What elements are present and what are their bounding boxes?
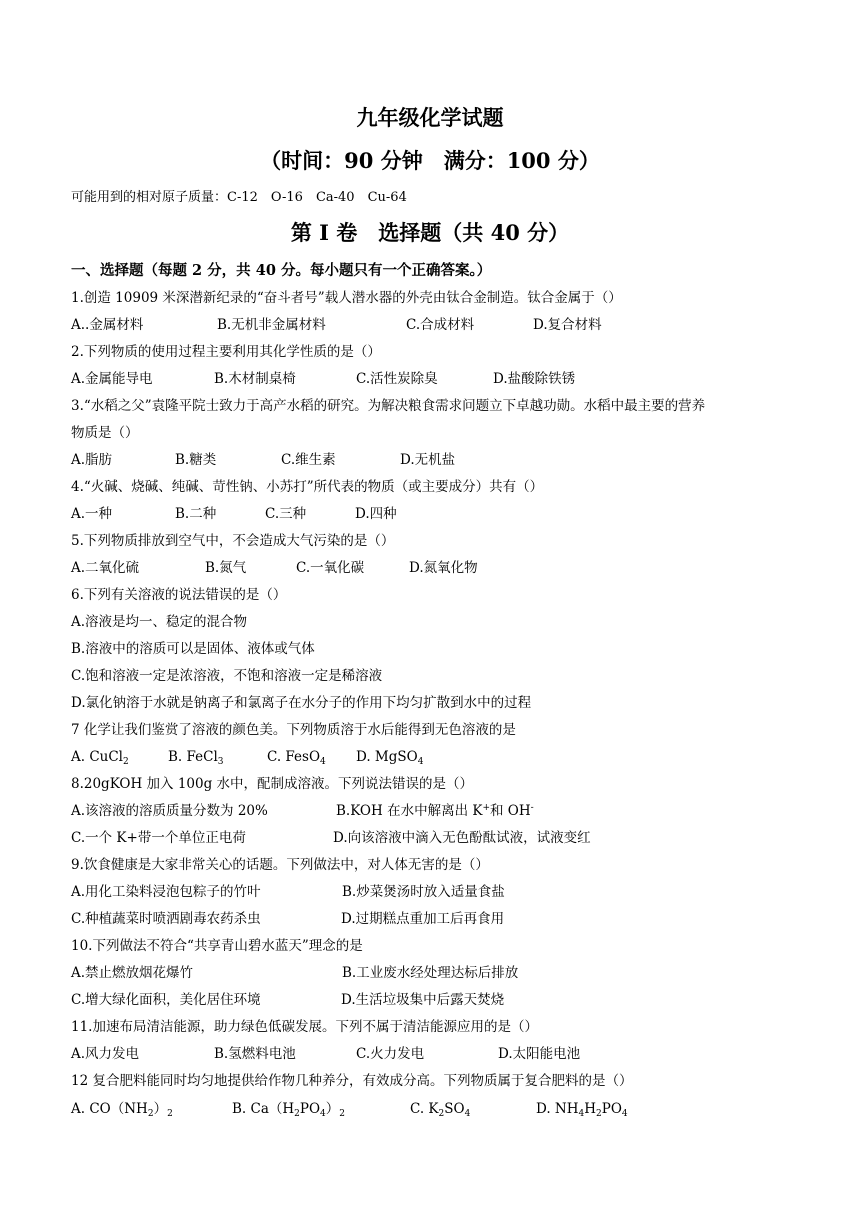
section-title: 一、选择题（每题 2 分，共 40 分。每小题只有一个正确答案。） <box>71 262 492 279</box>
question-2-option-a: A.金属能导电 <box>71 371 153 387</box>
question-3-stem-line-2: 物质是（） <box>71 425 139 441</box>
question-8-stem: 8.20gKOH 加入 100g 水中，配制成溶液。下列说法错误的是（） <box>71 776 474 792</box>
question-10-stem: 10.下列做法不符合“共享青山碧水蓝天”理念的是 <box>71 938 363 954</box>
question-8-option-b: B.KOH 在水中解离出 K+和 OH- <box>336 803 534 819</box>
question-9-option-a: A.用化工染料浸泡包粽子的竹叶 <box>71 884 261 900</box>
part-title: 第 I 卷 选择题（共 40 分） <box>290 220 570 245</box>
question-5-option-a: A.二氧化硫 <box>71 560 140 576</box>
question-1-option-b: B.无机非金属材料 <box>217 317 326 333</box>
question-9-option-c: C.种植蔬菜时喷洒剧毒农药杀虫 <box>71 911 261 927</box>
question-3-option-c: C.维生素 <box>281 452 336 468</box>
question-4-option-b: B.二种 <box>175 506 217 522</box>
question-7-option-a: A. CuCl$_2$ <box>71 749 129 767</box>
question-2-option-c: C.活性炭除臭 <box>356 371 438 387</box>
question-9-option-b: B.炒菜煲汤时放入适量食盐 <box>342 884 505 900</box>
question-12-option-d: D. $NH_4H_2PO_4$ <box>536 1101 628 1119</box>
question-11-option-d: D.太阳能电池 <box>498 1046 581 1062</box>
question-1-option-a: A..金属材料 <box>71 317 144 333</box>
question-10-option-b: B.工业废水经处理达标后排放 <box>342 965 519 981</box>
question-4-option-c: C.三种 <box>265 506 307 522</box>
question-5-option-b: B.氮气 <box>205 560 247 576</box>
question-5-option-c: C.一氧化碳 <box>296 560 365 576</box>
question-4-stem: 4.“火碱、烧碱、纯碱、苛性钠、小苏打”所代表的物质（或主要成分）共有（） <box>71 479 544 495</box>
question-1-stem: 1.创造 10909 米深潜新纪录的“奋斗者号”载人潜水器的外壳由钛合金制造。钛合金属于（） <box>71 290 622 306</box>
question-12-option-b: B. $Ca(H_2PO_4)_2$ <box>232 1101 346 1119</box>
question-9-option-d: D.过期糕点重加工后再食用 <box>341 911 505 927</box>
question-12-option-a: A. $CO(NH_2)_2$ <box>71 1101 173 1119</box>
question-1-option-c: C.合成材料 <box>406 317 475 333</box>
question-10-option-c: C.增大绿化面积，美化居住环境 <box>71 992 261 1008</box>
question-8-option-d: D.向该溶液中滴入无色酚酞试液，试液变红 <box>333 830 591 846</box>
question-2-option-d: D.盐酸除铁锈 <box>493 371 576 387</box>
question-6-stem: 6.下列有关溶液的说法错误的是（） <box>71 587 287 603</box>
exam-subtitle: （时间：90 分钟 满分：100 分） <box>260 148 600 173</box>
question-6-option-a: A.溶液是均一、稳定的混合物 <box>71 614 248 630</box>
question-2-option-b: B.木材制桌椅 <box>214 371 296 387</box>
question-6-option-c: C.饱和溶液一定是浓溶液，不饱和溶液一定是稀溶液 <box>71 668 383 684</box>
question-10-option-d: D.生活垃圾集中后露天焚烧 <box>341 992 505 1008</box>
question-10-option-a: A.禁止燃放烟花爆竹 <box>71 965 194 981</box>
question-3-option-d: D.无机盐 <box>400 452 456 468</box>
question-7-option-c: C. FesO$_4$ <box>267 749 326 767</box>
question-1-option-d: D.复合材料 <box>533 317 602 333</box>
question-5-stem: 5.下列物质排放到空气中，不会造成大气污染的是（） <box>71 533 395 549</box>
question-12-stem: 12 复合肥料能同时均匀地提供给作物几种养分，有效成分高。下列物质属于复合肥料的是（） <box>71 1073 633 1089</box>
question-7-option-b: B. FeCl$_3$ <box>168 749 224 767</box>
question-6-option-b: B.溶液中的溶质可以是固体、液体或气体 <box>71 641 315 657</box>
question-6-option-d: D.氯化钠溶于水就是钠离子和氯离子在水分子的作用下均匀扩散到水中的过程 <box>71 695 532 711</box>
question-3-option-a: A.脂肪 <box>71 452 113 468</box>
question-4-option-d: D.四种 <box>355 506 397 522</box>
question-7-stem: 7 化学让我们鉴赏了溶液的颜色美。下列物质溶于水后能得到无色溶液的是 <box>71 722 516 738</box>
question-11-option-a: A.风力发电 <box>71 1046 140 1062</box>
question-11-option-b: B.氢燃料电池 <box>214 1046 296 1062</box>
question-12-option-c: C. $K_2SO_4$ <box>410 1101 471 1119</box>
atomic-masses: 可能用到的相对原子质量：C-12 O-16 Ca-40 Cu-64 <box>71 190 407 205</box>
question-5-option-d: D.氮氧化物 <box>409 560 478 576</box>
question-4-option-a: A.一种 <box>71 506 113 522</box>
question-3-stem-line-1: 3.“水稻之父”袁隆平院士致力于高产水稻的研究。为解决粮食需求问题立下卓越功勋。水稻中最主要的营养 <box>71 398 706 414</box>
question-2-stem: 2.下列物质的使用过程主要利用其化学性质的是（） <box>71 344 381 360</box>
question-8-option-c: C.一个 K+带一个单位正电荷 <box>71 830 246 846</box>
exam-title: 九年级化学试题 <box>356 105 504 130</box>
question-8-option-a: A.该溶液的溶质质量分数为 20% <box>71 803 268 819</box>
question-9-stem: 9.饮食健康是大家非常关心的话题。下列做法中，对人体无害的是（） <box>71 857 489 873</box>
question-3-option-b: B.糖类 <box>175 452 217 468</box>
question-7-option-d: D. MgSO$_4$ <box>356 749 424 767</box>
question-11-stem: 11.加速布局清洁能源，助力绿色低碳发展。下列不属于清洁能源应用的是（） <box>71 1019 538 1035</box>
question-11-option-c: C.火力发电 <box>356 1046 425 1062</box>
